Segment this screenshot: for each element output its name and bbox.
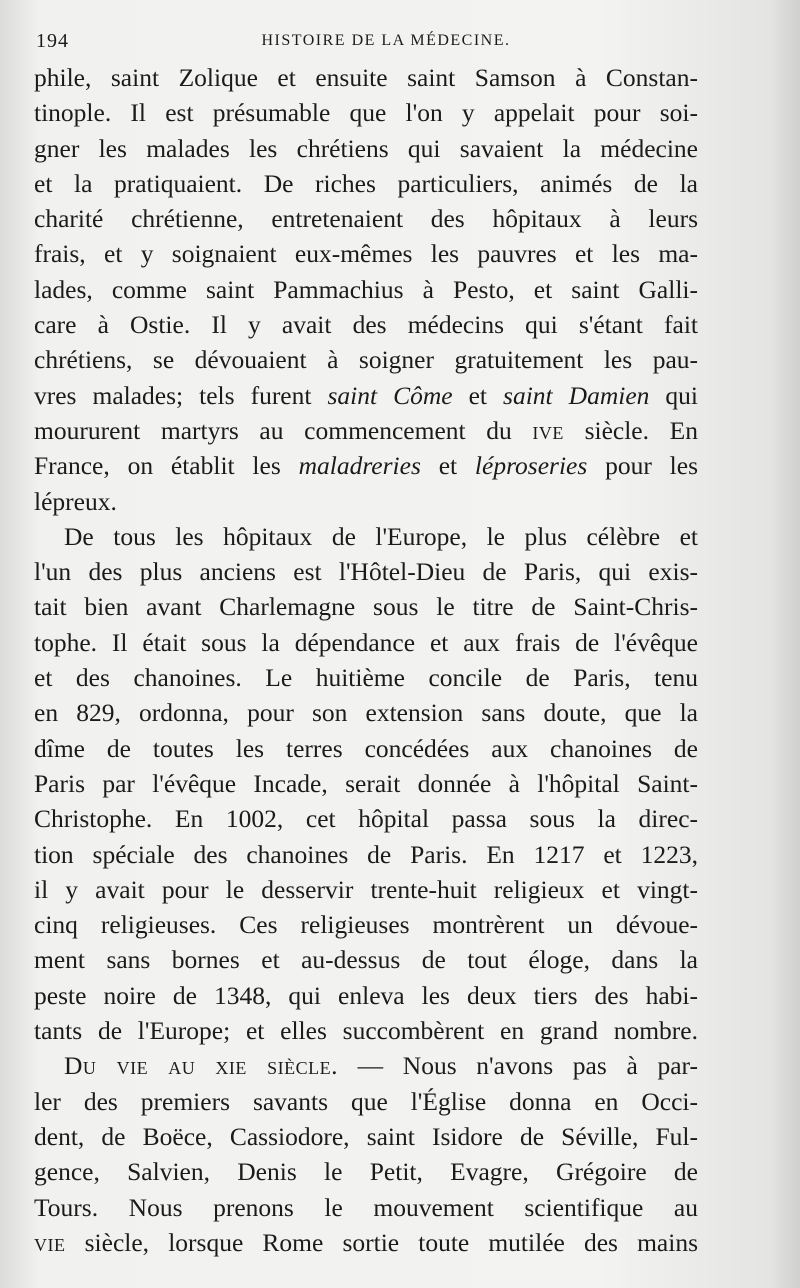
text-line: tants de l'Europe; et elles succombèrent en grand nombre. [34, 1016, 698, 1046]
text-line [34, 1225, 698, 1260]
text-line: en 829, ordonna, pour son extension sans doute, que la [34, 698, 698, 728]
text-run: — Nous n'avons pas à par- [337, 1051, 699, 1081]
text-line: care à Ostie. Il y avait des médecins qui s'étant fait [34, 310, 698, 340]
text-run: et [452, 380, 504, 410]
text-line: ler des premiers savants que l'Église donna en Occi- [34, 1086, 698, 1116]
text-line: dent, de Boëce, Cassiodore, saint Isidore de Séville, Ful- [34, 1121, 698, 1151]
text-line: frais, et y soignaient eux-mêmes les pauvres et les ma- [34, 239, 698, 269]
text-line: tinople. Il est présumable que l'on y appelait pour soi- [34, 98, 698, 128]
text-line: gence, Salvien, Denis le Petit, Evagre, Grégoire de [34, 1157, 698, 1187]
text-line: Paris par l'évêque Incade, serait donnée à l'hôpital Saint- [34, 768, 698, 798]
text-line: et la pratiquaient. De riches particuliers, animés de la [34, 168, 698, 198]
text-run: qui [649, 380, 699, 410]
text-run: pour les [587, 451, 698, 481]
italic-term: léproseries [474, 451, 588, 481]
section-heading-line [34, 1048, 698, 1083]
text-line: et des chanoines. Le huitième concile de Paris, tenu [34, 663, 698, 693]
text-line: Christophe. En 1002, cet hôpital passa sous la direc- [34, 804, 698, 834]
century-numeral: ive [532, 415, 564, 445]
text-line: ment sans bornes et au-dessus de tout éloge, dans la [34, 945, 698, 975]
text-line [34, 448, 698, 483]
century-numeral: vie [34, 1227, 66, 1257]
text-run: et [420, 451, 475, 481]
page-header [36, 30, 696, 56]
text-line: lades, comme saint Pammachius à Pesto, et saint Galli- [34, 274, 698, 304]
text-run: siècle. En [563, 415, 698, 445]
body-text [34, 60, 698, 1260]
text-line: chrétiens, se dévouaient à soigner gratuitement les pau- [34, 345, 698, 375]
text-line [34, 413, 698, 448]
text-line [34, 378, 698, 413]
section-heading: Du vie au xie siècle. [64, 1051, 338, 1081]
text-line: tophe. Il était sous la dépendance et aux frais de l'évêque [34, 627, 698, 657]
text-line: gner les malades les chrétiens qui savaient la médecine [34, 133, 698, 163]
text-run: France, on établit les [34, 451, 299, 481]
text-line: tion spéciale des chanoines de Paris. En 1217 et 1223, [34, 839, 698, 869]
text-line: il y avait pour le desservir trente-huit religieux et vingt- [34, 874, 698, 904]
text-line: cinq religieuses. Ces religieuses montrèrent un dévoue- [34, 910, 698, 940]
text-line: De tous les hôpitaux de l'Europe, le plus célèbre et [64, 521, 698, 551]
page-number: 194 [36, 30, 69, 52]
text-line: tait bien avant Charlemagne sous le titre de Saint-Chris- [34, 592, 698, 622]
text-line: Tours. Nous prenons le mouvement scientifique au [34, 1192, 698, 1222]
running-title: HISTOIRE DE LA MÉDECINE. [261, 32, 511, 49]
italic-name: saint Damien [503, 380, 650, 410]
text-run: siècle, lorsque Rome sortie toute mutilée des mains [65, 1227, 698, 1257]
text-run: moururent martyrs au commencement du [34, 415, 533, 445]
text-line: lépreux. [34, 486, 117, 516]
text-line: dîme de toutes les terres concédées aux chanoines de [34, 733, 698, 763]
text-line: peste noire de 1348, qui enleva les deux tiers des habi- [34, 980, 698, 1010]
text-line: phile, saint Zolique et ensuite saint Samson à Constan- [34, 63, 698, 92]
text-line: charité chrétienne, entretenaient des hôpitaux à leurs [34, 204, 698, 234]
text-line: l'un des plus anciens est l'Hôtel-Dieu de Paris, qui exis- [34, 557, 698, 587]
italic-term: maladreries [298, 451, 421, 481]
italic-name: saint Côme [327, 380, 453, 410]
text-run: vres malades; tels furent [34, 380, 328, 410]
